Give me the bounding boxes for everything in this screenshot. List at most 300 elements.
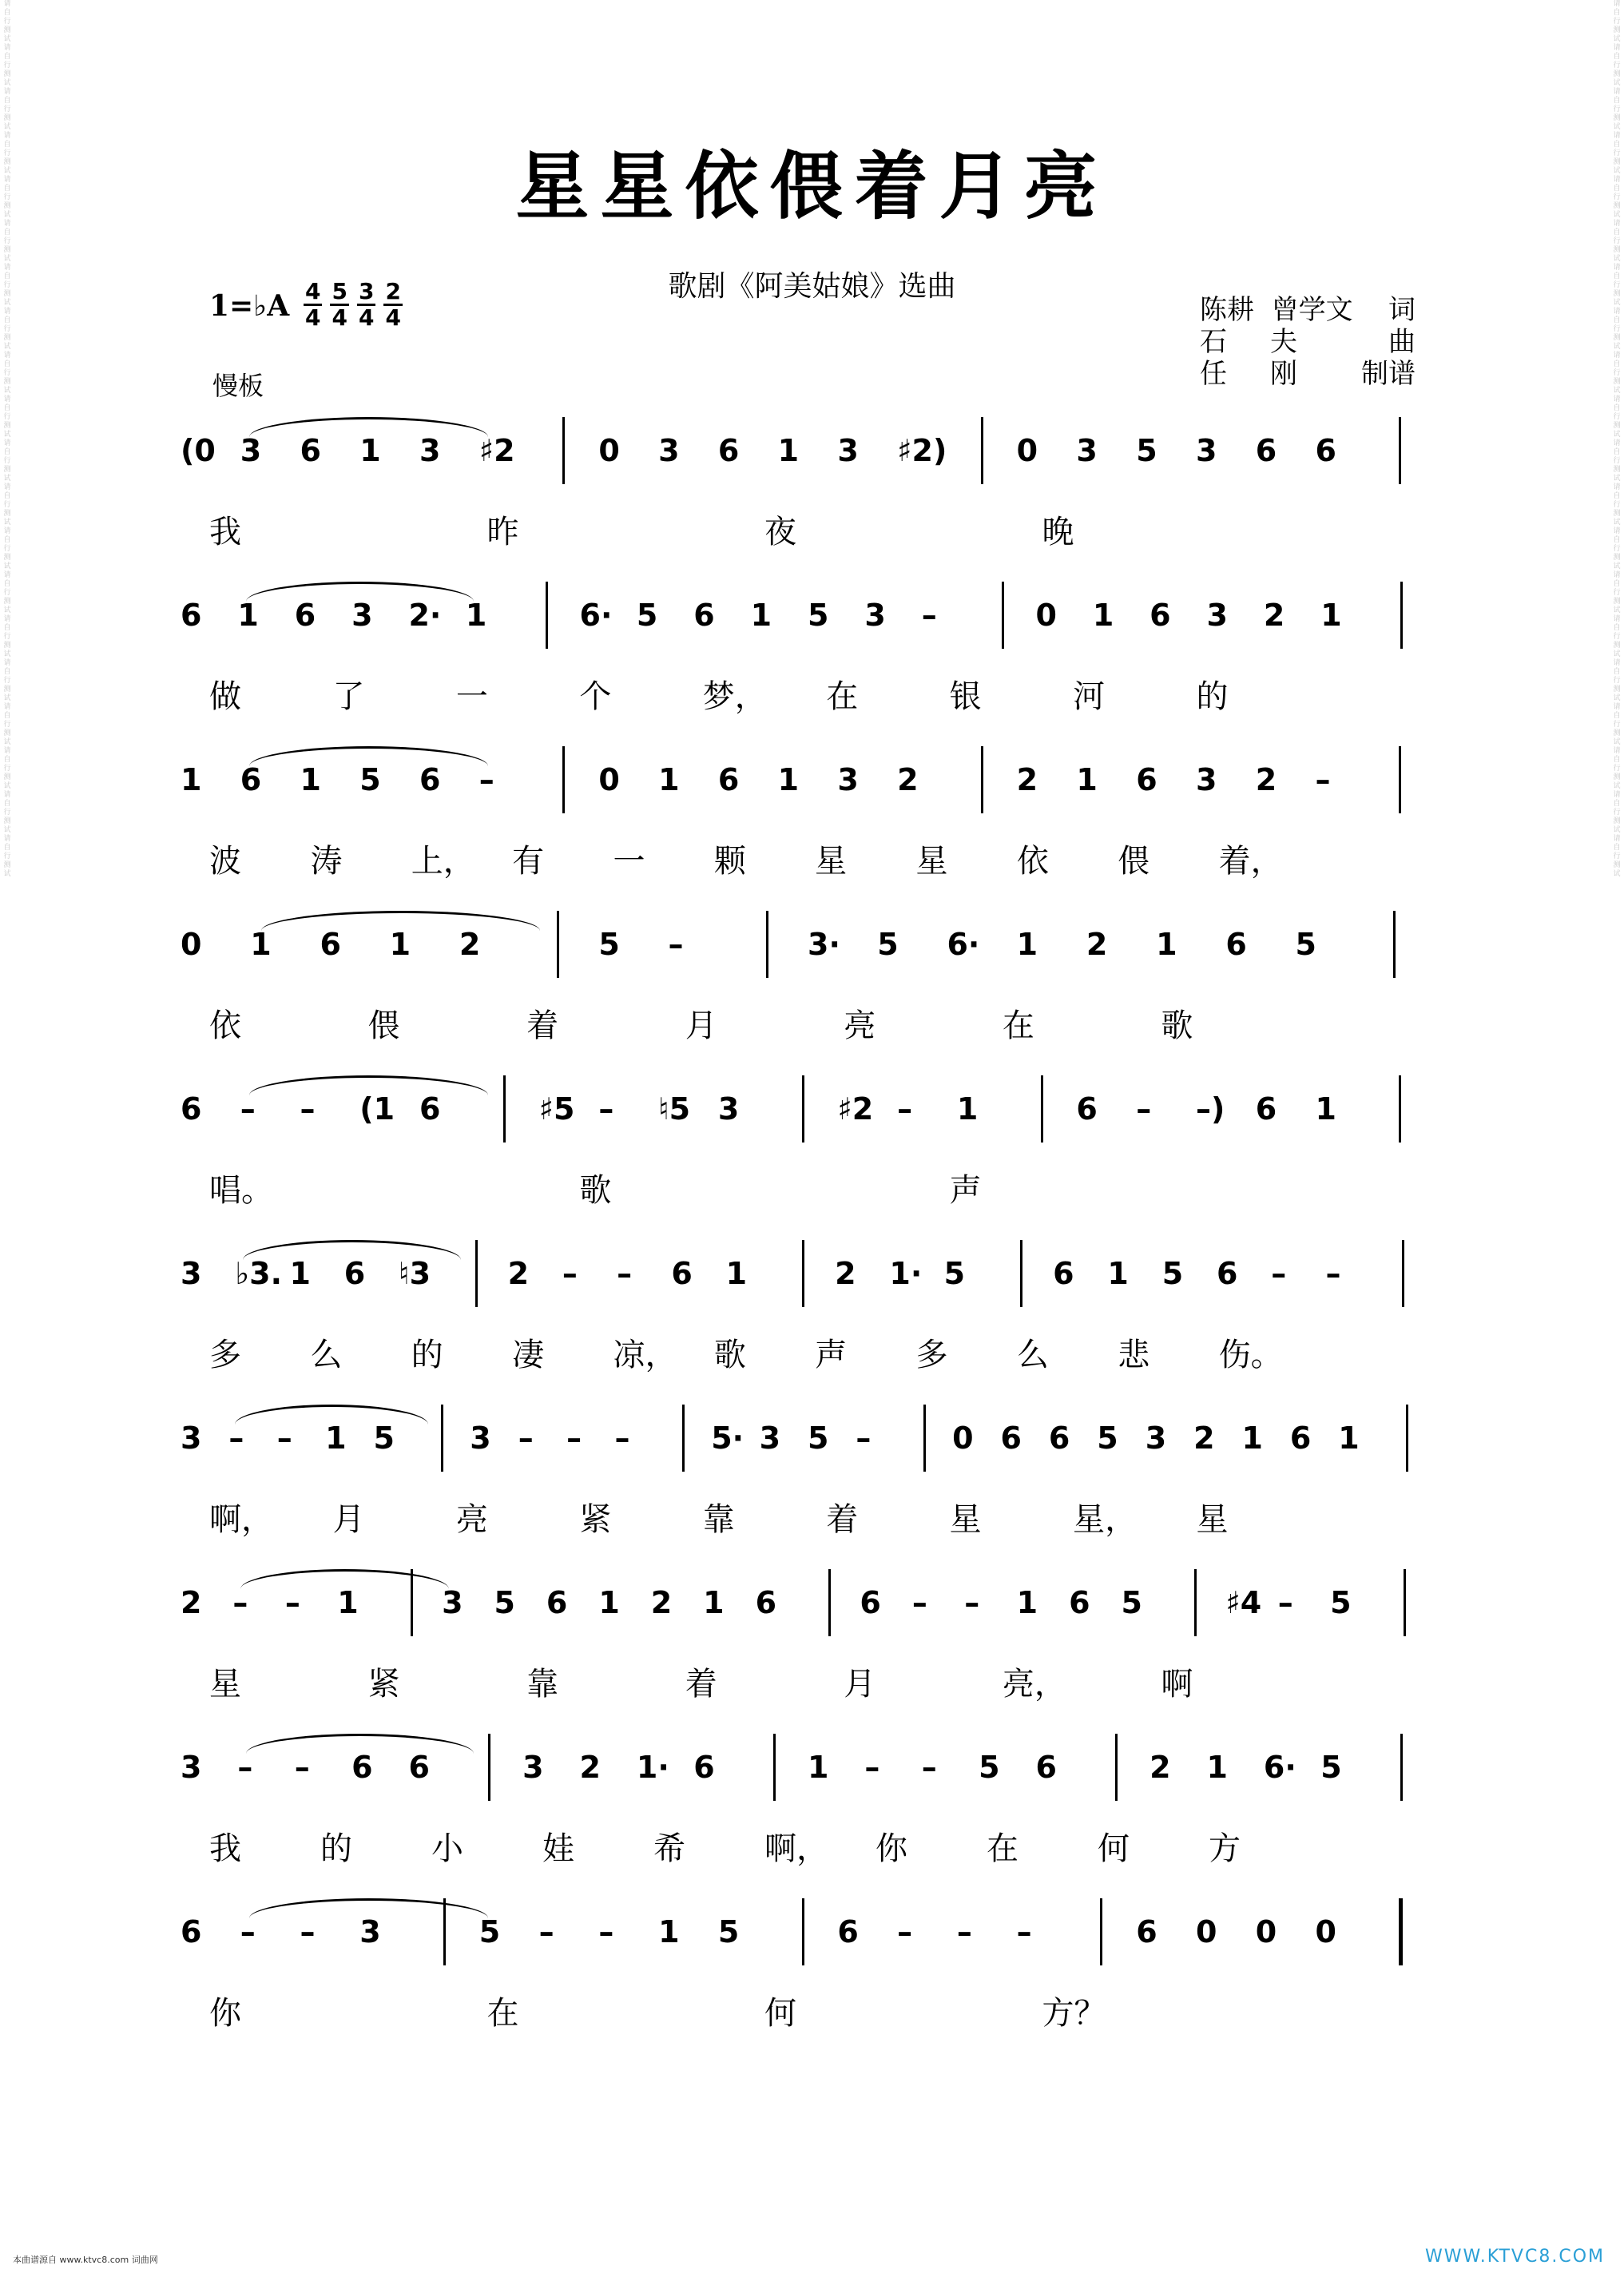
note: 6 bbox=[1076, 1091, 1098, 1127]
left-watermark-strip: 请自行测试请自行测试请自行测试请自行测试请自行测试请自行测试请自行测试请自行测试请自行测试请自行测试请自行测试请自行测试请自行测试请自行测试请自行测试请自行测试请自行测试请自行测试请自行测试请自行测试 bbox=[3, 0, 11, 878]
note: 5 bbox=[1161, 1256, 1184, 1291]
note: ♯4 bbox=[1225, 1585, 1262, 1620]
notes-line bbox=[177, 1075, 1447, 1139]
note: 1· bbox=[636, 1750, 669, 1785]
note: 5 bbox=[598, 927, 620, 962]
note: 2 bbox=[1150, 1750, 1171, 1785]
note: 6 bbox=[351, 1750, 373, 1785]
note: 1 bbox=[465, 598, 487, 633]
barline bbox=[557, 911, 559, 978]
barline bbox=[802, 1898, 804, 1965]
note: 5 bbox=[1136, 433, 1157, 468]
lyric-syllable: 悲 bbox=[1118, 1337, 1150, 1373]
note: 5 bbox=[373, 1421, 395, 1456]
lyric-syllable: 在 bbox=[1002, 1007, 1034, 1044]
note: 6 bbox=[546, 1585, 568, 1620]
dash-extension: – bbox=[566, 1421, 582, 1456]
note: 6 bbox=[343, 1256, 366, 1291]
note: 6 bbox=[1136, 1914, 1157, 1949]
barline bbox=[1194, 1569, 1197, 1636]
lyric-syllable: 星 bbox=[915, 843, 948, 880]
dash-extension: – bbox=[276, 1421, 292, 1456]
dash-extension: – bbox=[856, 1421, 872, 1456]
time-signature-numerator: 2 bbox=[385, 278, 401, 304]
note: 6 bbox=[408, 1750, 430, 1785]
note: 6 bbox=[717, 762, 740, 797]
lyric-syllable: 唱。 bbox=[209, 1172, 273, 1209]
final-barline bbox=[1399, 1898, 1403, 1965]
notes-line bbox=[177, 1569, 1447, 1633]
dash-extension: – bbox=[964, 1585, 980, 1620]
note: 1 bbox=[703, 1585, 725, 1620]
notes-line bbox=[177, 1240, 1447, 1304]
lyric-syllable: 啊， bbox=[764, 1830, 828, 1867]
barline bbox=[1020, 1240, 1022, 1307]
lyric-syllable: 紧 bbox=[579, 1501, 612, 1538]
note: ♮3 bbox=[399, 1256, 431, 1291]
dash-extension: – bbox=[518, 1421, 534, 1456]
note: 5 bbox=[808, 1421, 829, 1456]
note: 6 bbox=[1150, 598, 1171, 633]
note: 1 bbox=[337, 1585, 359, 1620]
note: 1 bbox=[956, 1091, 979, 1127]
lyric-syllable: 亮， bbox=[1002, 1666, 1066, 1703]
note: 1 bbox=[1320, 598, 1342, 633]
note: 2 bbox=[1086, 927, 1108, 962]
barline bbox=[981, 417, 983, 484]
lyric-syllable: 做 bbox=[209, 678, 241, 715]
lyric-syllable: 着， bbox=[1218, 843, 1283, 880]
lyric-syllable: 凄 bbox=[512, 1337, 545, 1373]
note: 6 bbox=[1289, 1421, 1312, 1456]
dash-extension: – bbox=[897, 1091, 913, 1127]
lyric-syllable: 着 bbox=[826, 1501, 859, 1538]
barline bbox=[1400, 582, 1403, 649]
lyric-syllable: 亮 bbox=[844, 1007, 876, 1044]
notes-line bbox=[177, 911, 1447, 975]
note: 6 bbox=[181, 598, 202, 633]
lyric-syllable: 我 bbox=[209, 514, 241, 550]
barline bbox=[1115, 1734, 1118, 1801]
note: 3 bbox=[470, 1421, 491, 1456]
lyric-syllable: 歌 bbox=[1161, 1007, 1193, 1044]
barline bbox=[441, 1405, 443, 1472]
time-signature-denominator: 4 bbox=[332, 304, 347, 331]
note: 0 bbox=[1315, 1914, 1336, 1949]
note: 1 bbox=[777, 762, 800, 797]
credit-name: 任 刚 bbox=[1200, 358, 1298, 390]
notes-line bbox=[177, 746, 1447, 810]
note: 5 bbox=[478, 1914, 501, 1949]
note: 1 bbox=[1016, 927, 1038, 962]
dash-extension: – bbox=[1277, 1585, 1293, 1620]
note: 6 bbox=[755, 1585, 777, 1620]
dash-extension: – bbox=[300, 1914, 316, 1949]
note: 1· bbox=[889, 1256, 923, 1291]
song-title: 星星依偎着月亮 bbox=[515, 143, 1109, 229]
lyric-syllable: 河 bbox=[1073, 678, 1106, 715]
note: 6 bbox=[860, 1585, 881, 1620]
note: 3 bbox=[522, 1750, 544, 1785]
note: 5 bbox=[877, 927, 899, 962]
barline bbox=[1002, 582, 1004, 649]
credit-name: 陈耕 曾学文 bbox=[1200, 294, 1353, 326]
note: 6 bbox=[1315, 433, 1336, 468]
dash-extension: – bbox=[921, 1750, 937, 1785]
note: 1 bbox=[808, 1750, 829, 1785]
time-signature-numerator: 5 bbox=[332, 278, 347, 304]
lyric-syllable: 在 bbox=[826, 678, 859, 715]
notes-line bbox=[177, 1734, 1447, 1798]
dash-extension: – bbox=[1315, 762, 1331, 797]
lyric-syllable: 一 bbox=[455, 678, 488, 715]
note: 6 bbox=[1255, 1091, 1277, 1127]
credit-role: 词 bbox=[1388, 294, 1416, 326]
note: 3 bbox=[759, 1421, 781, 1456]
time-signature-numerator: 3 bbox=[358, 278, 375, 304]
note: 6 bbox=[717, 433, 740, 468]
note: 5 bbox=[494, 1585, 515, 1620]
lyric-syllable: 歌 bbox=[579, 1172, 612, 1209]
lyric-syllable: 星 bbox=[209, 1666, 241, 1703]
note: 6 bbox=[294, 598, 316, 633]
dash-extension: – bbox=[294, 1750, 310, 1785]
notes-line bbox=[177, 582, 1447, 646]
note: 0 bbox=[598, 762, 620, 797]
dash-extension: – bbox=[911, 1585, 927, 1620]
note: 3 bbox=[181, 1750, 202, 1785]
note: 5 bbox=[1295, 927, 1316, 962]
note: 2 bbox=[650, 1585, 673, 1620]
dash-extension: – bbox=[562, 1256, 578, 1291]
lyric-syllable: 紧 bbox=[367, 1666, 400, 1703]
dash-extension: – bbox=[617, 1256, 633, 1291]
lyric-syllable: 多 bbox=[209, 1337, 241, 1373]
slur-mark bbox=[246, 1734, 474, 1754]
note: 1 bbox=[1338, 1421, 1360, 1456]
lyric-syllable: 月 bbox=[332, 1501, 365, 1538]
dash-extension: – bbox=[237, 1750, 253, 1785]
notes-line bbox=[177, 1405, 1447, 1468]
note: 5· bbox=[711, 1421, 744, 1456]
barline bbox=[1100, 1898, 1102, 1965]
note: 1 bbox=[359, 433, 381, 468]
lyric-syllable: 么 bbox=[1016, 1337, 1049, 1373]
note: 3 bbox=[181, 1421, 202, 1456]
note: 1 bbox=[658, 1914, 680, 1949]
note: 1 bbox=[325, 1421, 347, 1456]
barline bbox=[1402, 1240, 1404, 1307]
slur-mark bbox=[249, 1898, 488, 1918]
credits bbox=[1200, 294, 1416, 390]
dash-extension: – bbox=[300, 1091, 316, 1127]
time-signature bbox=[383, 278, 402, 331]
lyric-syllable: 月 bbox=[685, 1007, 717, 1044]
note: 6 bbox=[1048, 1421, 1070, 1456]
note: 1 bbox=[1107, 1256, 1129, 1291]
note: 2 bbox=[1193, 1421, 1215, 1456]
lyric-syllable: 星， bbox=[1073, 1501, 1138, 1538]
slur-mark bbox=[243, 1240, 461, 1260]
note: 1 bbox=[237, 598, 259, 633]
lyric-syllable: 凉， bbox=[613, 1337, 677, 1373]
note: 5 bbox=[359, 762, 381, 797]
note: 5 bbox=[717, 1914, 740, 1949]
note: 6 bbox=[837, 1914, 859, 1949]
lyric-syllable: 何 bbox=[764, 1995, 796, 2032]
lyric-syllable: 我 bbox=[209, 1830, 241, 1867]
lyric-syllable: 何 bbox=[1098, 1830, 1130, 1867]
note: 6 bbox=[693, 598, 715, 633]
note: –) bbox=[1195, 1091, 1225, 1127]
time-signatures bbox=[304, 278, 403, 331]
note: 1 bbox=[300, 762, 321, 797]
dash-extension: – bbox=[598, 1914, 614, 1949]
dash-extension: – bbox=[1325, 1256, 1341, 1291]
notes-line bbox=[177, 1898, 1447, 1962]
note: 3 bbox=[419, 433, 441, 468]
barline bbox=[488, 1734, 490, 1801]
note: 2· bbox=[408, 598, 442, 633]
lyric-syllable: 方？ bbox=[1042, 1995, 1106, 2032]
barline bbox=[981, 746, 983, 813]
note: 6 bbox=[671, 1256, 693, 1291]
barline bbox=[1399, 1075, 1401, 1142]
note: 5 bbox=[1320, 1750, 1342, 1785]
barline bbox=[503, 1075, 506, 1142]
note: 5 bbox=[1121, 1585, 1142, 1620]
note: 3 bbox=[181, 1256, 202, 1291]
note: 2 bbox=[459, 927, 481, 962]
lyric-syllable: 有 bbox=[512, 843, 545, 880]
note: 5 bbox=[636, 598, 658, 633]
barline bbox=[1399, 417, 1401, 484]
note: 2 bbox=[835, 1256, 856, 1291]
note: 6 bbox=[1069, 1585, 1090, 1620]
note: 3 bbox=[1206, 598, 1228, 633]
barline bbox=[773, 1734, 776, 1801]
note: ♮5 bbox=[658, 1091, 691, 1127]
note: ♯2 bbox=[478, 433, 515, 468]
lyric-syllable: 偎 bbox=[367, 1007, 400, 1044]
lyric-syllable: 星 bbox=[949, 1501, 982, 1538]
song-subtitle: 歌剧《阿美姑娘》选曲 bbox=[668, 270, 956, 303]
note: 6 bbox=[1255, 433, 1277, 468]
lyric-syllable: 昨 bbox=[486, 514, 519, 550]
dash-extension: – bbox=[1016, 1914, 1032, 1949]
note: 1 bbox=[598, 1585, 620, 1620]
note: ♯5 bbox=[538, 1091, 575, 1127]
note: 1 bbox=[777, 433, 800, 468]
note: 0 bbox=[1035, 598, 1057, 633]
note: 3 bbox=[864, 598, 886, 633]
note: 3 bbox=[1195, 762, 1217, 797]
lyric-syllable: 的 bbox=[411, 1337, 443, 1373]
dash-extension: – bbox=[538, 1914, 554, 1949]
note: 1 bbox=[1206, 1750, 1228, 1785]
lyric-syllable: 梦， bbox=[702, 678, 767, 715]
lyric-syllable: 星 bbox=[1196, 1501, 1229, 1538]
lyric-syllable: 着 bbox=[685, 1666, 717, 1703]
note: 1 bbox=[725, 1256, 748, 1291]
lyric-syllable: 小 bbox=[431, 1830, 463, 1867]
note: 6 bbox=[1136, 762, 1157, 797]
dash-extension: – bbox=[284, 1585, 300, 1620]
footer-site-logo: WWW.KTVC8.COM bbox=[1425, 2247, 1605, 2267]
lyric-syllable: 晚 bbox=[1042, 514, 1074, 550]
time-signature bbox=[330, 278, 348, 331]
lyric-syllable: 么 bbox=[310, 1337, 343, 1373]
note: 1 bbox=[1076, 762, 1098, 797]
dash-extension: – bbox=[614, 1421, 630, 1456]
note: 1 bbox=[1016, 1585, 1038, 1620]
barline bbox=[1400, 1734, 1403, 1801]
lyric-syllable: 在 bbox=[987, 1830, 1018, 1867]
lyric-syllable: 夜 bbox=[764, 514, 796, 550]
note: 3 bbox=[1195, 433, 1217, 468]
lyric-syllable: 偎 bbox=[1118, 843, 1150, 880]
lyric-syllable: 颗 bbox=[713, 843, 746, 880]
note: 2 bbox=[1016, 762, 1038, 797]
note: 2 bbox=[579, 1750, 601, 1785]
lyric-syllable: 星 bbox=[815, 843, 848, 880]
barline bbox=[475, 1240, 478, 1307]
dash-extension: – bbox=[240, 1914, 256, 1949]
key-signature: 1=♭A bbox=[209, 289, 290, 323]
note: 6· bbox=[579, 598, 613, 633]
note: 5 bbox=[1097, 1421, 1118, 1456]
note: (1 bbox=[359, 1091, 395, 1127]
lyric-syllable: 的 bbox=[320, 1830, 352, 1867]
note: (0 bbox=[181, 433, 216, 468]
lyric-syllable: 声 bbox=[815, 1337, 848, 1373]
note: 2 bbox=[507, 1256, 530, 1291]
note: 6 bbox=[1053, 1256, 1074, 1291]
time-signature-denominator: 4 bbox=[305, 304, 321, 331]
slur-mark bbox=[249, 1075, 488, 1095]
slur-mark bbox=[235, 1405, 428, 1425]
footer-source: 本曲谱源自 www.ktvc8.com 词曲网 bbox=[13, 2255, 158, 2265]
lyric-syllable: 啊， bbox=[209, 1501, 273, 1538]
dash-extension: – bbox=[956, 1914, 972, 1949]
note: 6 bbox=[1000, 1421, 1022, 1456]
lyric-syllable: 方 bbox=[1209, 1830, 1241, 1867]
note: 1 bbox=[750, 598, 772, 633]
barline bbox=[546, 582, 548, 649]
dash-extension: – bbox=[668, 927, 684, 962]
lyric-syllable: 歌 bbox=[713, 1337, 746, 1373]
note: 3 bbox=[717, 1091, 740, 1127]
lyric-syllable: 依 bbox=[209, 1007, 241, 1044]
barline bbox=[828, 1569, 831, 1636]
slur-mark bbox=[261, 911, 540, 931]
note: 3 bbox=[359, 1914, 381, 1949]
note: 1 bbox=[250, 927, 272, 962]
credit-line bbox=[1200, 358, 1416, 390]
dash-extension: – bbox=[240, 1091, 256, 1127]
note: 0 bbox=[1255, 1914, 1277, 1949]
lyric-syllable: 希 bbox=[653, 1830, 685, 1867]
barline bbox=[1393, 911, 1396, 978]
dash-extension: – bbox=[897, 1914, 913, 1949]
note: 3 bbox=[837, 762, 859, 797]
note: 3· bbox=[808, 927, 840, 962]
lyric-syllable: 依 bbox=[1016, 843, 1049, 880]
note: 3 bbox=[658, 433, 680, 468]
barline bbox=[923, 1405, 926, 1472]
dash-extension: – bbox=[598, 1091, 614, 1127]
lyric-syllable: 亮 bbox=[455, 1501, 488, 1538]
lyric-syllable: 声 bbox=[949, 1172, 982, 1209]
note: 6 bbox=[240, 762, 262, 797]
note: 5 bbox=[943, 1256, 966, 1291]
lyric-syllable: 靠 bbox=[702, 1501, 735, 1538]
barline bbox=[1399, 746, 1401, 813]
lyric-syllable: 涛 bbox=[310, 843, 343, 880]
note: 1 bbox=[1241, 1421, 1263, 1456]
barline bbox=[1406, 1405, 1408, 1472]
barline bbox=[682, 1405, 685, 1472]
note: 1 bbox=[389, 927, 411, 962]
note: 1 bbox=[1092, 598, 1114, 633]
note: 1 bbox=[289, 1256, 311, 1291]
lyric-syllable: 的 bbox=[1196, 678, 1229, 715]
note: 6 bbox=[181, 1091, 202, 1127]
slur-mark bbox=[249, 417, 488, 437]
barline bbox=[802, 1240, 804, 1307]
barline bbox=[562, 746, 565, 813]
note: 5 bbox=[979, 1750, 1000, 1785]
dash-extension: – bbox=[228, 1421, 244, 1456]
time-signature bbox=[357, 278, 375, 331]
note: 2 bbox=[181, 1585, 202, 1620]
slur-mark bbox=[240, 1569, 450, 1589]
dash-extension: – bbox=[921, 598, 937, 633]
note: 1 bbox=[1315, 1091, 1336, 1127]
note: 5 bbox=[808, 598, 829, 633]
credit-role: 曲 bbox=[1388, 326, 1416, 358]
credit-name: 石 夫 bbox=[1200, 326, 1298, 358]
note: 5 bbox=[1330, 1585, 1352, 1620]
lyric-syllable: 上， bbox=[411, 843, 475, 880]
note: 6 bbox=[320, 927, 341, 962]
lyric-syllable: 娃 bbox=[542, 1830, 574, 1867]
dash-extension: – bbox=[1271, 1256, 1287, 1291]
lyric-syllable: 个 bbox=[579, 678, 612, 715]
dash-extension: – bbox=[232, 1585, 248, 1620]
note: 1 bbox=[658, 762, 680, 797]
note: 2 bbox=[897, 762, 919, 797]
lyric-syllable: 在 bbox=[486, 1995, 519, 2032]
barline bbox=[1041, 1075, 1043, 1142]
notes-line bbox=[177, 417, 1447, 481]
lyric-syllable: 你 bbox=[876, 1830, 907, 1867]
note: 6 bbox=[181, 1914, 202, 1949]
credit-role: 制谱 bbox=[1361, 358, 1416, 390]
credit-line bbox=[1200, 326, 1416, 358]
note: 0 bbox=[1016, 433, 1038, 468]
slur-mark bbox=[246, 582, 474, 602]
note: 6· bbox=[947, 927, 980, 962]
lyric-syllable: 月 bbox=[844, 1666, 876, 1703]
slur-mark bbox=[249, 746, 488, 766]
note: 2 bbox=[1255, 762, 1277, 797]
note: 0 bbox=[952, 1421, 974, 1456]
note: 3 bbox=[442, 1585, 463, 1620]
lyric-syllable: 伤。 bbox=[1218, 1337, 1283, 1373]
note: 1 bbox=[1156, 927, 1177, 962]
lyric-syllable: 波 bbox=[209, 843, 241, 880]
